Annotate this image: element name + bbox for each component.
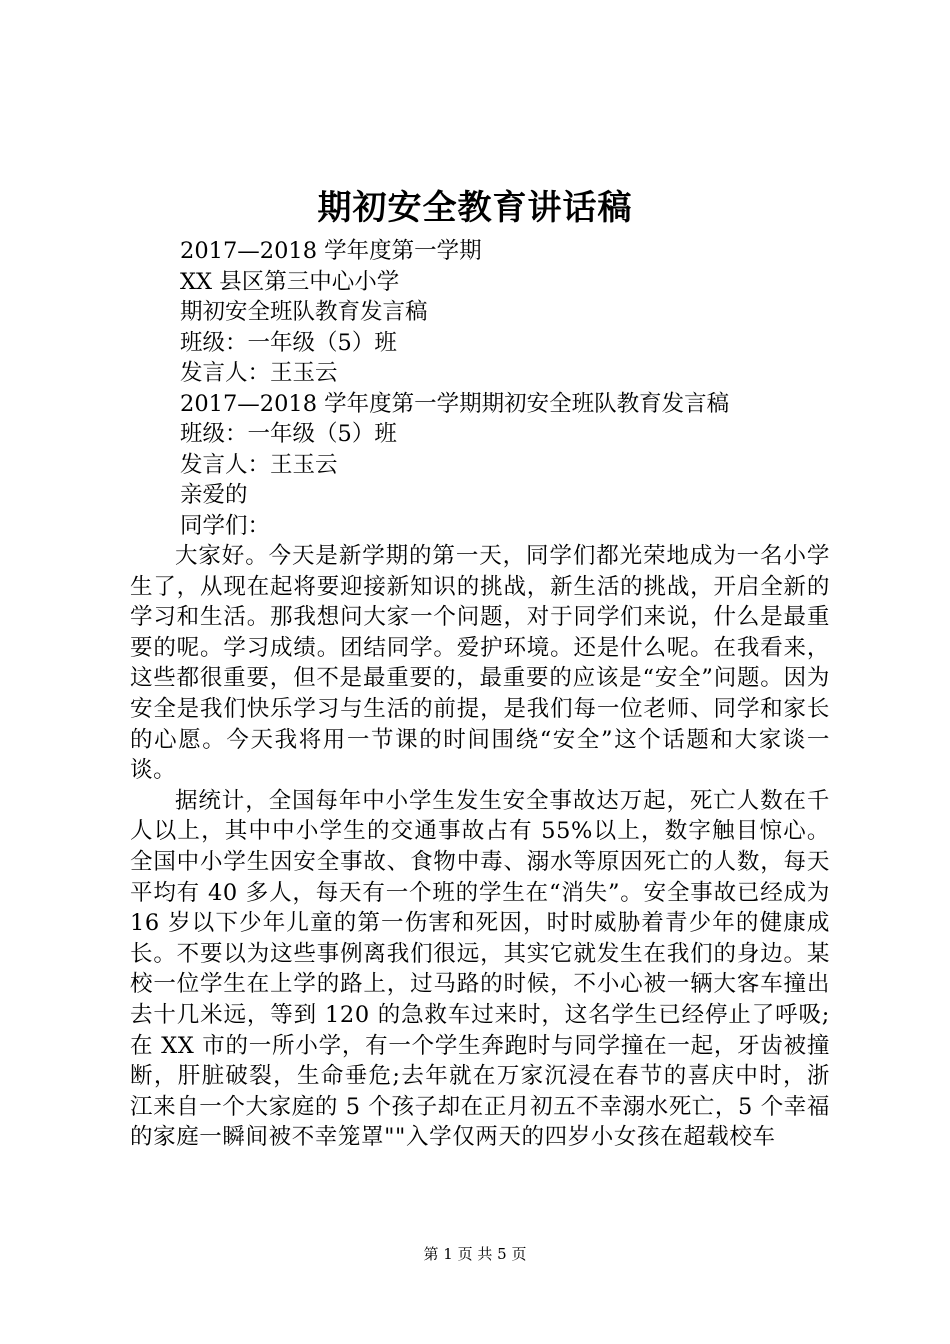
header-block	[180, 236, 880, 541]
body-text	[130, 541, 830, 1153]
salutation-line-2: 同学们：	[180, 512, 271, 539]
header-line-speaker: 发言人：王玉云	[180, 360, 338, 386]
header-line-school-year: 2017—2018 学年度第一学期	[180, 238, 482, 264]
page-footer: 第 1 页 共 5 页	[423, 1245, 527, 1263]
header-line-subject: 期初安全班队教育发言稿	[180, 299, 428, 325]
header-line-class-repeat: 班级：一年级（5）班	[180, 421, 397, 447]
header-line-class: 班级：一年级（5）班	[180, 329, 397, 356]
document-title: 期初安全教育讲话稿	[317, 188, 633, 228]
salutation-line-1: 亲爱的	[180, 482, 248, 508]
body-paragraph-1: 大家好。今天是新学期的第一天，同学们都光荣地成为一名小学生了，从现在起将要迎接新知识的挑战，新生活的挑战，开启全新的学习和生活。那我想问大家一个问题，对于同学们来说，什么是最重要的呢。学习成绩。团结同学。爱护环境。还是什么呢。在我看来，这些都很重要，但不是最重要的，最重要的应该是“安全”问题。因为安全是我们快乐学习与生活的前提，是我们每一位老师、同学和家长的心愿。今天我将用一节课的时间围绕“安全”这个话题和大家谈一谈。	[130, 543, 830, 784]
header-line-speaker-repeat: 发言人：王玉云	[180, 451, 338, 478]
header-line-full-title: 2017—2018 学年度第一学期期初安全班队教育发言稿	[180, 390, 730, 417]
body-paragraph-2: 据统计，全国每年中小学生发生安全事故达万起，死亡人数在千人以上，其中中小学生的交通事故占有 55%以上，数字触目惊心。全国中小学生因安全事故、食物中毒、溺水等原因死亡的人数，每天平均有 40 多人，每天有一个班的学生在“消失”。安全事故已经成为 16 岁以下少年儿童的第一伤害和死因，时时威胁着青少年的健康成长。不要以为这些事例离我们很远，其实它就发生在我们的身边。某校一位学生在上学的路上，过马路的时候，不小心被一辆大客车撞出去十几米远，等到 120 的急救车过来时，这名学生已经停止了呼吸;在 XX 市的一所小学，有一个学生奔跑时与同学撞在一起，牙齿被撞断，肝脏破裂，生命垂危;去年就在万家沉浸在春节的喜庆中时，浙江来自一个大家庭的 5 个孩子却在正月初五不幸溺水死亡，5 个幸福的家庭一瞬间被不幸笼罩""入学仅两天的四岁小女孩在超载校车	[130, 787, 830, 1151]
header-line-school: XX 县区第三中心小学	[180, 268, 400, 295]
